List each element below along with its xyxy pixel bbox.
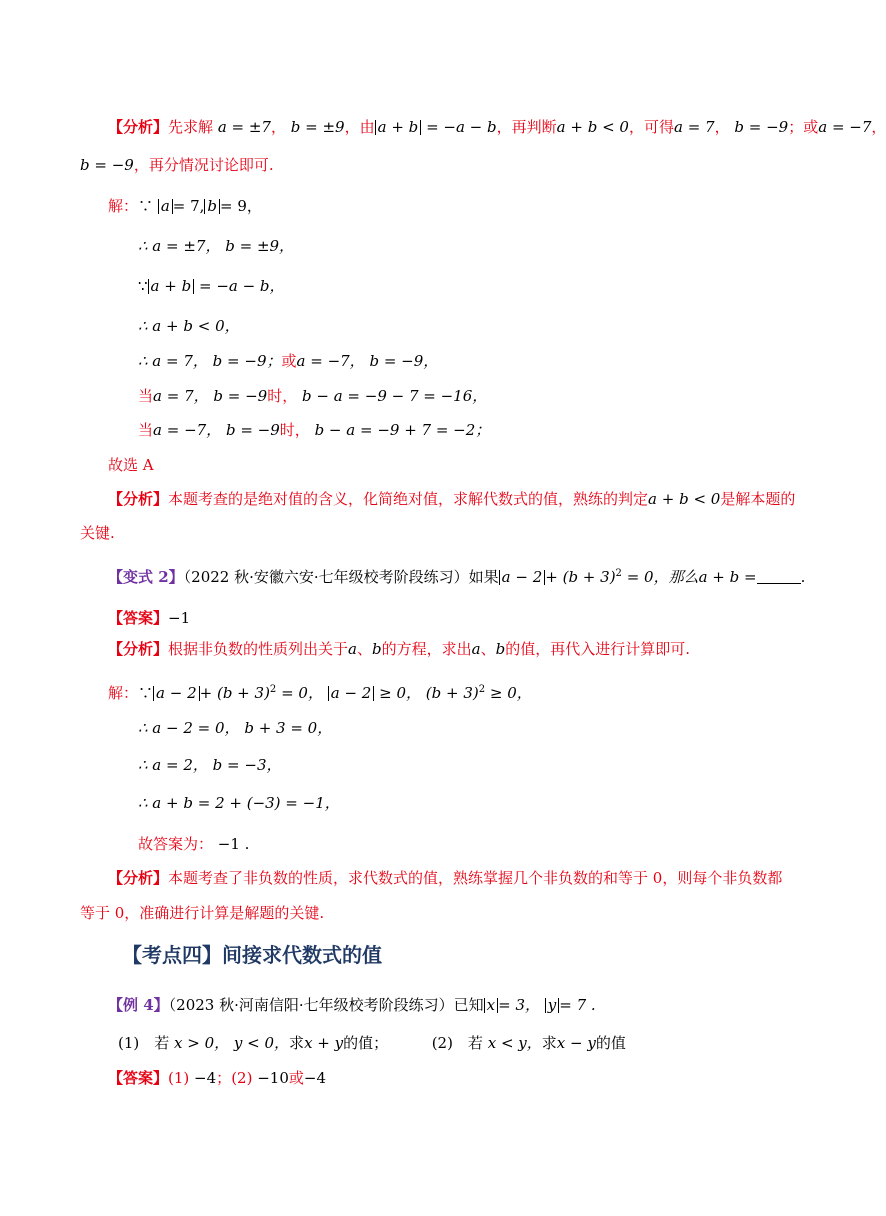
math: −1 . [217, 835, 250, 853]
text: 或 [281, 352, 297, 370]
section-heading: 【考点四】间接求代数式的值 [122, 943, 382, 967]
math: b = −9 [80, 156, 134, 174]
analysis-para-2 [108, 489, 795, 509]
text: 的值，再代入进行计算即可. [505, 640, 690, 658]
text: 、 [480, 640, 496, 658]
text: 当 [138, 421, 154, 439]
text: 故答案为： [138, 835, 214, 853]
math: b = −9 [734, 118, 789, 136]
exponent: 2 [615, 568, 622, 579]
math: a = −7， b = −9 [153, 421, 280, 439]
text: 的值； [343, 1034, 389, 1052]
because-symbol: ∵ [138, 197, 154, 215]
answer-tag: 【答案】 [108, 609, 169, 627]
answer-tag: 【答案】 [108, 1069, 169, 1087]
source: （2022 秋·安徽六安·七年级校考阶段练习）如果 [183, 568, 499, 586]
math: = 7 . [559, 996, 596, 1014]
math: = 9， [220, 197, 262, 215]
math: b − a = −9 + 7 = −2； [314, 421, 491, 439]
solution-2-line-4: ∴ a + b = 2 + (−3) = −1， [138, 794, 340, 812]
math: x > 0， [174, 1034, 230, 1052]
math: b [495, 640, 506, 658]
math: a [348, 640, 357, 658]
math: a + b < 0 [648, 490, 721, 508]
abs-b: b [204, 199, 220, 214]
text: 是解本题的 [720, 490, 796, 508]
text: 本题考查的是绝对值的含义，化简绝对值，求解代数式的值，熟练的判定 [168, 490, 649, 508]
abs-y: y [545, 998, 559, 1013]
text: 本题考查了非负数的性质，求代数式的值，熟练掌握几个非负数的和等于 0，则每个非负数都 [168, 869, 783, 887]
math: b [372, 640, 382, 658]
because-symbol: ∵ [138, 684, 154, 702]
answer-value: −4 [194, 1069, 217, 1087]
math: y < 0， [233, 1034, 290, 1052]
text: 、 [356, 640, 372, 658]
text: 或 [803, 118, 819, 136]
math: a = −7 [818, 118, 872, 136]
analysis-tag: 【分析】 [108, 118, 169, 136]
text: 由 [359, 118, 375, 136]
math: a = −7， b = −9， [296, 352, 439, 370]
variant-2-question [108, 564, 805, 587]
solution-2-line-3: ∴ a = 2， b = −3， [138, 756, 282, 774]
math: ≥ 0， [489, 684, 532, 702]
math: a = 7， b = −9 [153, 387, 268, 405]
analysis-para-3 [108, 639, 690, 659]
solution-1-line-6 [138, 386, 487, 406]
math: ∴ a = 7， b = −9； [138, 352, 282, 370]
math: x − y [556, 1034, 596, 1052]
text: 的方程，求出 [381, 640, 472, 658]
because-symbol: ∵ [138, 277, 148, 295]
variant-tag: 【变式 2】 [108, 568, 184, 586]
math: b − a = −9 − 7 = −16， [302, 387, 488, 405]
solution-1-line-5 [138, 351, 438, 371]
math: = 3， [498, 996, 541, 1014]
solution-label: 解： [108, 197, 139, 215]
math: + (b + 3) [199, 684, 270, 702]
abs-expr: a + b [148, 279, 195, 294]
solution-2-line-1 [108, 680, 532, 703]
text: 先求解 [168, 118, 214, 136]
text: 时， [279, 421, 310, 439]
solution-2-line-2: ∴ a − 2 = 0， b + 3 = 0， [138, 719, 333, 737]
text: 可得 [643, 118, 674, 136]
analysis-para-2-cont: 关键. [80, 524, 115, 542]
abs-x: x [484, 998, 498, 1013]
abs-a: a [158, 199, 173, 214]
example-tag: 【例 4】 [108, 996, 169, 1014]
math: = 0， [281, 684, 323, 702]
solution-1-line-7 [138, 420, 490, 440]
answer-value: −4 [303, 1069, 327, 1087]
text: 根据非负数的性质列出关于 [168, 640, 349, 658]
math: b = ±9 [290, 118, 345, 136]
solution-1-line-2: ∴ a = ±7， b = ±9， [138, 237, 295, 255]
math: = −a − b [426, 118, 497, 136]
example-4-question [108, 995, 596, 1015]
math: a = 7 [674, 118, 715, 136]
answer-blank [757, 569, 801, 584]
math: a + b < 0 [556, 118, 629, 136]
math: (b + 3) [425, 684, 479, 702]
example-4-subquestions [118, 1033, 626, 1053]
sub-q1-label: (1) 若 [118, 1034, 170, 1052]
exponent: 2 [478, 684, 486, 695]
solution-1-line-3 [138, 276, 285, 296]
math: = 0，那么 [626, 568, 699, 586]
text: 再分情况讨论即可. [148, 156, 274, 174]
analysis-tag: 【分析】 [108, 490, 169, 508]
part-2-label: (2) [231, 1069, 253, 1087]
abs-expr: a − 2 [153, 686, 200, 701]
analysis-para-4-cont: 等于 0，准确进行计算是解题的关键. [80, 904, 325, 922]
math: = −a − b， [198, 277, 285, 295]
solution-2-line-5 [138, 834, 249, 854]
math: a = ±7 [217, 118, 271, 136]
sub-q2-label: (2) 若 [431, 1034, 483, 1052]
analysis-tag: 【分析】 [108, 869, 169, 887]
text: 时， [267, 387, 298, 405]
abs-expr: a − 2 [328, 686, 375, 701]
text: 求 [289, 1034, 305, 1052]
answer-4 [108, 1068, 326, 1088]
or-text: 或 [288, 1069, 304, 1087]
abs-expr: a + b [375, 120, 422, 135]
math: + (b + 3) [545, 568, 616, 586]
math: x + y [304, 1034, 344, 1052]
solution-label: 解： [108, 684, 139, 702]
solution-1-line-1 [108, 196, 262, 216]
answer-2 [108, 608, 190, 628]
text: 再判断 [511, 118, 557, 136]
math: a + b = [698, 568, 757, 586]
analysis-para-1-cont: b = −9，再分情况讨论即可. [80, 156, 274, 174]
part-1-label: (1) [168, 1069, 190, 1087]
math: = 7, [172, 197, 205, 215]
text: 求 [541, 1034, 557, 1052]
answer-value: −1 [168, 609, 191, 627]
math: a [471, 640, 481, 658]
exponent: 2 [269, 684, 277, 695]
abs-expr: a − 2 [499, 570, 546, 585]
source: （2023 秋·河南信阳·七年级校考阶段练习）已知 [168, 996, 484, 1014]
analysis-para-1: 【分析】先求解 a = ±7， b = ±9，由 a + b = −a − b，再判断a + b < 0，可得a = 7， b = −9；或a = −7， [108, 118, 886, 136]
period: . [800, 568, 806, 586]
analysis-tag: 【分析】 [108, 640, 169, 658]
text: 的值 [595, 1034, 626, 1052]
solution-1-line-4: ∴ a + b < 0， [138, 317, 240, 335]
analysis-para-4 [108, 868, 782, 888]
text: 当 [138, 387, 154, 405]
math: x < y， [487, 1034, 542, 1052]
answer-value: −10 [257, 1069, 289, 1087]
math: ≥ 0， [379, 684, 422, 702]
solution-1-answer: 故选 A [108, 456, 154, 474]
separator: ； [216, 1069, 232, 1087]
